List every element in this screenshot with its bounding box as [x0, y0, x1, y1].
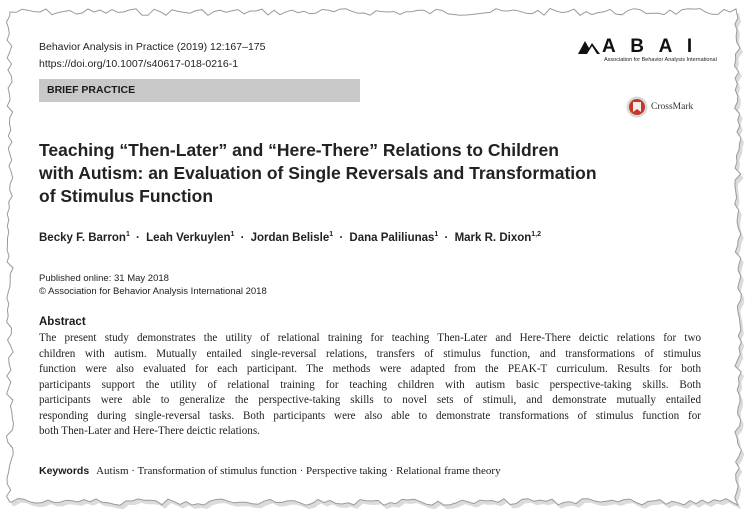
- author-list: [39, 231, 541, 244]
- author-name[interactable]: Dana Paliliunas: [349, 231, 435, 244]
- author-name[interactable]: Mark R. Dixon: [454, 231, 532, 244]
- abstract-line: participants were able to generalize the perspective-taking skills to novel sets of stimuli, and demonstrate mutually entailed: [39, 394, 701, 406]
- abstract-line: children with autism. Mutually entailed single-reversal relations, transfers of stimulus function, and transformations of stimulus: [39, 347, 701, 360]
- abstract-line: The present study demonstrates the utility of relational training for teaching Then-Later and Here-There deictic relations for two: [39, 332, 701, 344]
- article-title: [39, 139, 639, 208]
- abstract-heading: Abstract: [39, 316, 86, 328]
- author-affiliation: 1: [434, 231, 439, 238]
- author-separator: ·: [339, 231, 344, 244]
- keywords: [39, 465, 501, 477]
- published-date: Published online: 31 May 2018: [39, 273, 169, 284]
- title-line: of Stimulus Function: [39, 186, 214, 206]
- journal-citation: Behavior Analysis in Practice (2019) 12:167–175: [39, 41, 266, 53]
- abstract-body: [39, 331, 701, 440]
- author-name[interactable]: Becky F. Barron: [39, 231, 126, 244]
- author-name[interactable]: Jordan Belisle: [250, 231, 330, 244]
- title-line: with Autism: an Evaluation of Single Reversals and Transformation: [39, 163, 597, 183]
- journal-info: [39, 39, 265, 73]
- abstract-line: participants support the utility of relational training for teaching children with autism basic perspective-taking skills. Both: [39, 378, 701, 391]
- crossmark-icon: [626, 96, 648, 118]
- abstract-line: function were also evaluated for each participant. The methods were adapted from the PEAK-T curriculum. Results for both: [39, 363, 701, 375]
- author-affiliation: 1: [230, 231, 235, 238]
- keywords-label: Keywords: [39, 465, 90, 477]
- abai-logo-letters: A B A I: [602, 36, 698, 57]
- author-affiliation: 1: [329, 231, 334, 238]
- abstract-line: both Then-Later and Here-There deictic relations.: [39, 425, 260, 437]
- abstract-line: responding during single-reversal tasks. Both participants were also able to demonstrate transformations of stimulus function for: [39, 409, 701, 422]
- title-line: Teaching “Then-Later” and “Here-There” Relations to Children: [39, 140, 559, 160]
- author-affiliation: 1,2: [531, 231, 541, 238]
- copyright-notice: © Association for Behavior Analysis International 2018: [39, 286, 267, 297]
- crossmark-badge[interactable]: [626, 96, 706, 120]
- author-separator: ·: [136, 231, 140, 244]
- crossmark-label: CrossMark: [651, 102, 694, 112]
- abai-logo-subtitle: Association for Behavior Analysis International: [604, 57, 717, 63]
- author-name[interactable]: Leah Verkuylen: [146, 231, 231, 244]
- keywords-list: Autism · Transformation of stimulus function · Perspective taking · Relational frame theory: [96, 465, 501, 477]
- abai-logo: [578, 36, 717, 66]
- publication-info: [39, 272, 267, 298]
- abai-logo-icon: [578, 39, 600, 54]
- doi-link[interactable]: https://doi.org/10.1007/s40617-018-0216-1: [39, 58, 239, 70]
- author-separator: ·: [240, 231, 245, 244]
- author-affiliation: 1: [125, 231, 130, 238]
- section-label: BRIEF PRACTICE: [39, 79, 360, 102]
- author-separator: ·: [444, 231, 449, 244]
